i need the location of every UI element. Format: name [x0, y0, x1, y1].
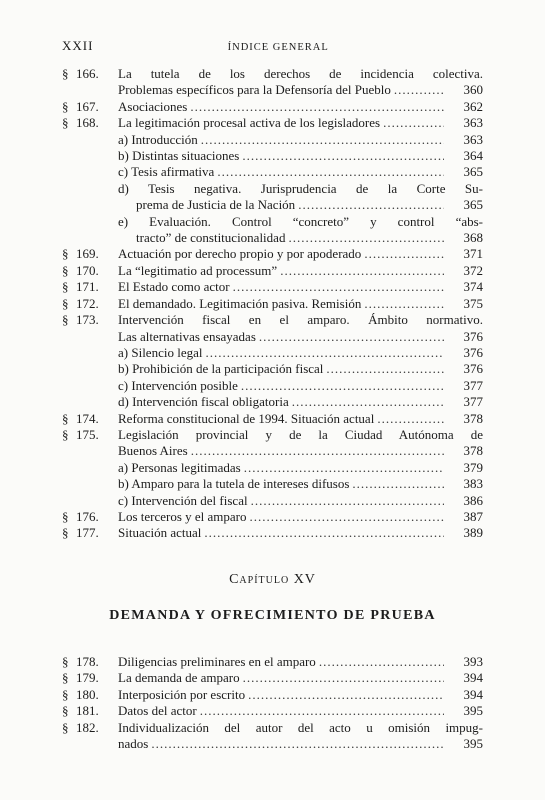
- entry-text: [118, 687, 483, 703]
- entry-title: b) Distintas situaciones: [118, 148, 240, 164]
- section-sign: [62, 148, 76, 164]
- running-title: ÍNDICE GENERAL: [227, 42, 329, 53]
- toc-entry: [62, 427, 483, 460]
- toc-subentry: [62, 493, 483, 509]
- entry-line: [118, 329, 483, 345]
- section-number: [76, 361, 118, 377]
- section-number: [76, 181, 118, 214]
- page-ref: 376: [463, 361, 483, 377]
- section-sign: §: [62, 508, 69, 524]
- section-sign: §: [62, 115, 69, 131]
- entry-line: [118, 670, 483, 686]
- section-sign: §: [62, 312, 69, 328]
- toc-subentry: [62, 361, 483, 377]
- toc-list: [62, 654, 483, 752]
- entry-line: [118, 378, 483, 394]
- entry-title: Problemas específicos para la Defensoría del Pueblo: [118, 82, 391, 98]
- page-ref: 374: [463, 279, 483, 295]
- entry-line: [118, 703, 483, 719]
- entry-line: [118, 460, 483, 476]
- entry-title: Interposición por escrito: [118, 686, 246, 702]
- toc-entry: [62, 525, 483, 541]
- entry-line: [118, 394, 483, 410]
- dot-leader: [205, 345, 444, 361]
- section-number: 169.: [76, 246, 99, 262]
- entry-line: [118, 687, 483, 703]
- entry-text: [118, 99, 483, 115]
- entry-line: [118, 197, 483, 213]
- toc-entry: [62, 66, 483, 99]
- dot-leader: [352, 476, 444, 492]
- dot-leader: [319, 654, 444, 670]
- section-sign: [62, 493, 76, 509]
- section-number: [76, 493, 118, 509]
- dot-leader: [364, 246, 444, 262]
- section-number: [76, 378, 118, 394]
- page-ref: 371: [463, 246, 483, 262]
- page-ref: 379: [463, 459, 483, 475]
- toc-entry: [62, 246, 483, 262]
- section-number: 176.: [76, 508, 99, 524]
- entry-title: b) Prohibición de la participación fiscal: [118, 361, 324, 377]
- section-sign: §: [62, 426, 69, 442]
- toc-subentry: [62, 132, 483, 148]
- section-sign: §: [62, 98, 69, 114]
- entry-title: Reforma constitucional de 1994. Situación actual: [118, 410, 375, 426]
- entry-line: d) Tesis negativa. Jurisprudencia de la Corte Su-: [118, 180, 483, 196]
- section-sign: [62, 181, 76, 214]
- entry-line: [118, 411, 483, 427]
- entry-title: d) Intervención fiscal obligatoria: [118, 394, 289, 410]
- section-number: 175.: [76, 426, 99, 442]
- entry-title: La demanda de amparo: [118, 670, 240, 686]
- entry-text: [118, 525, 483, 541]
- toc-entry: [62, 654, 483, 670]
- section-sign: [62, 164, 76, 180]
- entry-text: [118, 460, 483, 476]
- entry-title: tracto” de constitucionalidad: [136, 230, 286, 246]
- entry-line: [118, 148, 483, 164]
- section-number: 167.: [76, 98, 99, 114]
- section-sign: §: [62, 279, 69, 295]
- toc-entry: [62, 312, 483, 345]
- entry-text: [118, 345, 483, 361]
- dot-leader: [233, 279, 444, 295]
- dot-leader: [377, 411, 444, 427]
- toc-entry: [62, 99, 483, 115]
- toc-entry: [62, 687, 483, 703]
- page-ref: 377: [463, 377, 483, 393]
- entry-title: Asociaciones: [118, 98, 188, 114]
- entry-text: [118, 148, 483, 164]
- entry-title: Las alternativas ensayadas: [118, 328, 256, 344]
- page-ref: 372: [463, 262, 483, 278]
- dot-leader: [259, 329, 444, 345]
- toc-subentry: [62, 378, 483, 394]
- entry-title: El demandado. Legitimación pasiva. Remisión: [118, 295, 362, 311]
- section-sign: [62, 378, 76, 394]
- dot-leader: [217, 164, 444, 180]
- entry-text: [118, 509, 483, 525]
- dot-leader: [326, 361, 444, 377]
- section-number: [76, 148, 118, 164]
- entry-line: La tutela de los derechos de incidencia colectiva.: [118, 66, 483, 81]
- entry-text: [118, 720, 483, 753]
- toc-entry: [62, 263, 483, 279]
- dot-leader: [383, 115, 444, 131]
- entry-text: [118, 427, 483, 460]
- section-number: [76, 345, 118, 361]
- entry-title: a) Personas legitimadas: [118, 459, 241, 475]
- page-ref: 375: [463, 295, 483, 311]
- entry-title: La “legitimatio ad processum”: [118, 262, 278, 278]
- section-sign: §: [62, 295, 69, 311]
- entry-text: [118, 279, 483, 295]
- section-number: 181.: [76, 703, 99, 719]
- page-ref: 383: [463, 476, 483, 492]
- toc-entry: [62, 411, 483, 427]
- entry-text: [118, 164, 483, 180]
- entry-line: [118, 361, 483, 377]
- page-ref: 364: [463, 148, 483, 164]
- page-ref: 386: [463, 492, 483, 508]
- entry-text: [118, 263, 483, 279]
- entry-text: [118, 361, 483, 377]
- entry-line: Intervención fiscal en el amparo. Ámbito normativo.: [118, 312, 483, 328]
- page-ref: 394: [463, 686, 483, 702]
- entry-text: [118, 132, 483, 148]
- section-number: [76, 132, 118, 148]
- toc-subentry: [62, 394, 483, 410]
- entry-title: c) Intervención posible: [118, 377, 238, 393]
- toc-entry: [62, 703, 483, 719]
- page-ref: 365: [463, 197, 483, 213]
- dot-leader: [298, 197, 444, 213]
- entry-line: [118, 230, 483, 246]
- toc-subentry: [62, 164, 483, 180]
- entry-title: c) Tesis afirmativa: [118, 164, 215, 180]
- toc-subentry: [62, 345, 483, 361]
- page-ref: 378: [463, 443, 483, 459]
- entry-title: b) Amparo para la tutela de intereses difusos: [118, 476, 350, 492]
- entry-text: [118, 181, 483, 214]
- page-ref: 393: [463, 654, 483, 669]
- entry-title: Situación actual: [118, 525, 202, 541]
- dot-leader: [190, 99, 444, 115]
- toc-subentry: [62, 214, 483, 247]
- dot-leader: [241, 378, 444, 394]
- page-ref: 387: [463, 508, 483, 524]
- page-header: [62, 38, 483, 54]
- toc-subentry: [62, 148, 483, 164]
- entry-text: [118, 394, 483, 410]
- entry-line: [118, 296, 483, 312]
- entry-title: Actuación por derecho propio y por apoderado: [118, 246, 362, 262]
- section-number: 171.: [76, 279, 99, 295]
- entry-line: [118, 115, 483, 131]
- toc-list: [62, 66, 483, 542]
- page-ref: 362: [463, 98, 483, 114]
- dot-leader: [292, 394, 444, 410]
- section-number: [76, 394, 118, 410]
- section-number: 170.: [76, 262, 99, 278]
- section-sign: [62, 460, 76, 476]
- page-number: XXII: [62, 38, 94, 53]
- entry-text: [118, 115, 483, 131]
- page-ref: 365: [463, 164, 483, 180]
- entry-line: [118, 736, 483, 752]
- entry-text: [118, 312, 483, 345]
- entry-text: [118, 378, 483, 394]
- toc-subentry: [62, 460, 483, 476]
- entry-line: [118, 443, 483, 459]
- entry-title: Datos del actor: [118, 703, 197, 719]
- section-number: 178.: [76, 654, 99, 669]
- section-sign: §: [62, 410, 69, 426]
- dot-leader: [201, 132, 444, 148]
- entry-line: [118, 493, 483, 509]
- dot-leader: [204, 525, 444, 541]
- dot-leader: [151, 736, 444, 752]
- dot-leader: [248, 687, 444, 703]
- section-sign: [62, 394, 76, 410]
- section-number: 177.: [76, 525, 99, 541]
- section-sign: §: [62, 262, 69, 278]
- toc-subentry: [62, 476, 483, 492]
- dot-leader: [251, 493, 444, 509]
- entry-line: [118, 279, 483, 295]
- entry-title: c) Intervención del fiscal: [118, 492, 248, 508]
- entry-text: [118, 654, 483, 670]
- toc-entry: [62, 509, 483, 525]
- page-ref: 363: [463, 115, 483, 131]
- entry-line: [118, 345, 483, 361]
- entry-text: [118, 493, 483, 509]
- page-ref: 389: [463, 525, 483, 541]
- section-sign: [62, 361, 76, 377]
- toc-entry: [62, 279, 483, 295]
- entry-text: [118, 296, 483, 312]
- entry-line: [118, 509, 483, 525]
- entry-title: Buenos Aires: [118, 443, 188, 459]
- section-sign: §: [62, 703, 69, 719]
- section-sign: §: [62, 246, 69, 262]
- entry-line: [118, 99, 483, 115]
- section-number: 172.: [76, 295, 99, 311]
- toc-entry: [62, 115, 483, 131]
- entry-title: prema de Justicia de la Nación: [136, 197, 296, 213]
- entry-line: Legislación provincial y de la Ciudad Autónoma de: [118, 426, 483, 442]
- section-number: 174.: [76, 410, 99, 426]
- section-number: 166.: [76, 66, 99, 81]
- dot-leader: [243, 670, 444, 686]
- dot-leader: [250, 509, 444, 525]
- entry-title: Diligencias preliminares en el amparo: [118, 654, 316, 669]
- entry-line: [118, 525, 483, 541]
- section-sign: [62, 345, 76, 361]
- section-number: 173.: [76, 312, 99, 328]
- section-number: 179.: [76, 670, 99, 686]
- section-sign: §: [62, 66, 69, 81]
- dot-leader: [191, 443, 444, 459]
- entry-line: e) Evaluación. Control “concreto” y control “abs-: [118, 213, 483, 229]
- page-ref: 394: [463, 670, 483, 686]
- dot-leader: [394, 82, 444, 98]
- entry-text: [118, 476, 483, 492]
- toc-entry: [62, 670, 483, 686]
- section-sign: [62, 214, 76, 247]
- page-ref: 360: [463, 82, 483, 98]
- entry-text: [118, 66, 483, 99]
- section-number: 168.: [76, 115, 99, 131]
- section-sign: [62, 132, 76, 148]
- section-sign: §: [62, 670, 69, 686]
- section-number: [76, 164, 118, 180]
- entry-title: El Estado como actor: [118, 279, 230, 295]
- page-ref: 378: [463, 410, 483, 426]
- page-ref: 368: [463, 230, 483, 246]
- toc-entry: [62, 720, 483, 753]
- section-sign: §: [62, 686, 69, 702]
- section-sign: §: [62, 654, 69, 669]
- dot-leader: [280, 263, 444, 279]
- chapter-title: DEMANDA Y OFRECIMIENTO DE PRUEBA: [109, 608, 436, 623]
- toc-entry: [62, 296, 483, 312]
- entry-line: [118, 263, 483, 279]
- entry-line: [118, 132, 483, 148]
- entry-title: a) Silencio legal: [118, 344, 203, 360]
- section-number: [76, 460, 118, 476]
- section-number: 182.: [76, 719, 99, 735]
- entry-text: [118, 246, 483, 262]
- section-number: 180.: [76, 686, 99, 702]
- dot-leader: [364, 296, 444, 312]
- entry-text: [118, 670, 483, 686]
- section-sign: [62, 476, 76, 492]
- entry-title: La legitimación procesal activa de los legisladores: [118, 115, 381, 131]
- page-ref: 395: [463, 736, 483, 752]
- entry-title: Los terceros y el amparo: [118, 508, 247, 524]
- dot-leader: [242, 148, 444, 164]
- dot-leader: [288, 230, 444, 246]
- entry-text: [118, 411, 483, 427]
- section-sign: §: [62, 719, 69, 735]
- entry-line: [118, 476, 483, 492]
- page-ref: 395: [463, 703, 483, 719]
- entry-line: [118, 82, 483, 98]
- toc-subentry: [62, 181, 483, 214]
- section-number: [76, 476, 118, 492]
- section-sign: §: [62, 525, 69, 541]
- page-ref: 376: [463, 328, 483, 344]
- entry-line: [118, 164, 483, 180]
- entry-text: [118, 703, 483, 719]
- dot-leader: [244, 460, 444, 476]
- chapter-label: Capítulo XV: [229, 572, 316, 587]
- dot-leader: [200, 703, 444, 719]
- entry-title: nados: [118, 736, 149, 752]
- entry-line: [118, 654, 483, 670]
- entry-line: [118, 246, 483, 262]
- page-ref: 363: [463, 131, 483, 147]
- page-ref: 377: [463, 394, 483, 410]
- entry-text: [118, 214, 483, 247]
- entry-line: Individualización del autor del acto u omisión impug-: [118, 719, 483, 735]
- page-ref: 376: [463, 344, 483, 360]
- entry-title: a) Introducción: [118, 131, 198, 147]
- section-number: [76, 214, 118, 247]
